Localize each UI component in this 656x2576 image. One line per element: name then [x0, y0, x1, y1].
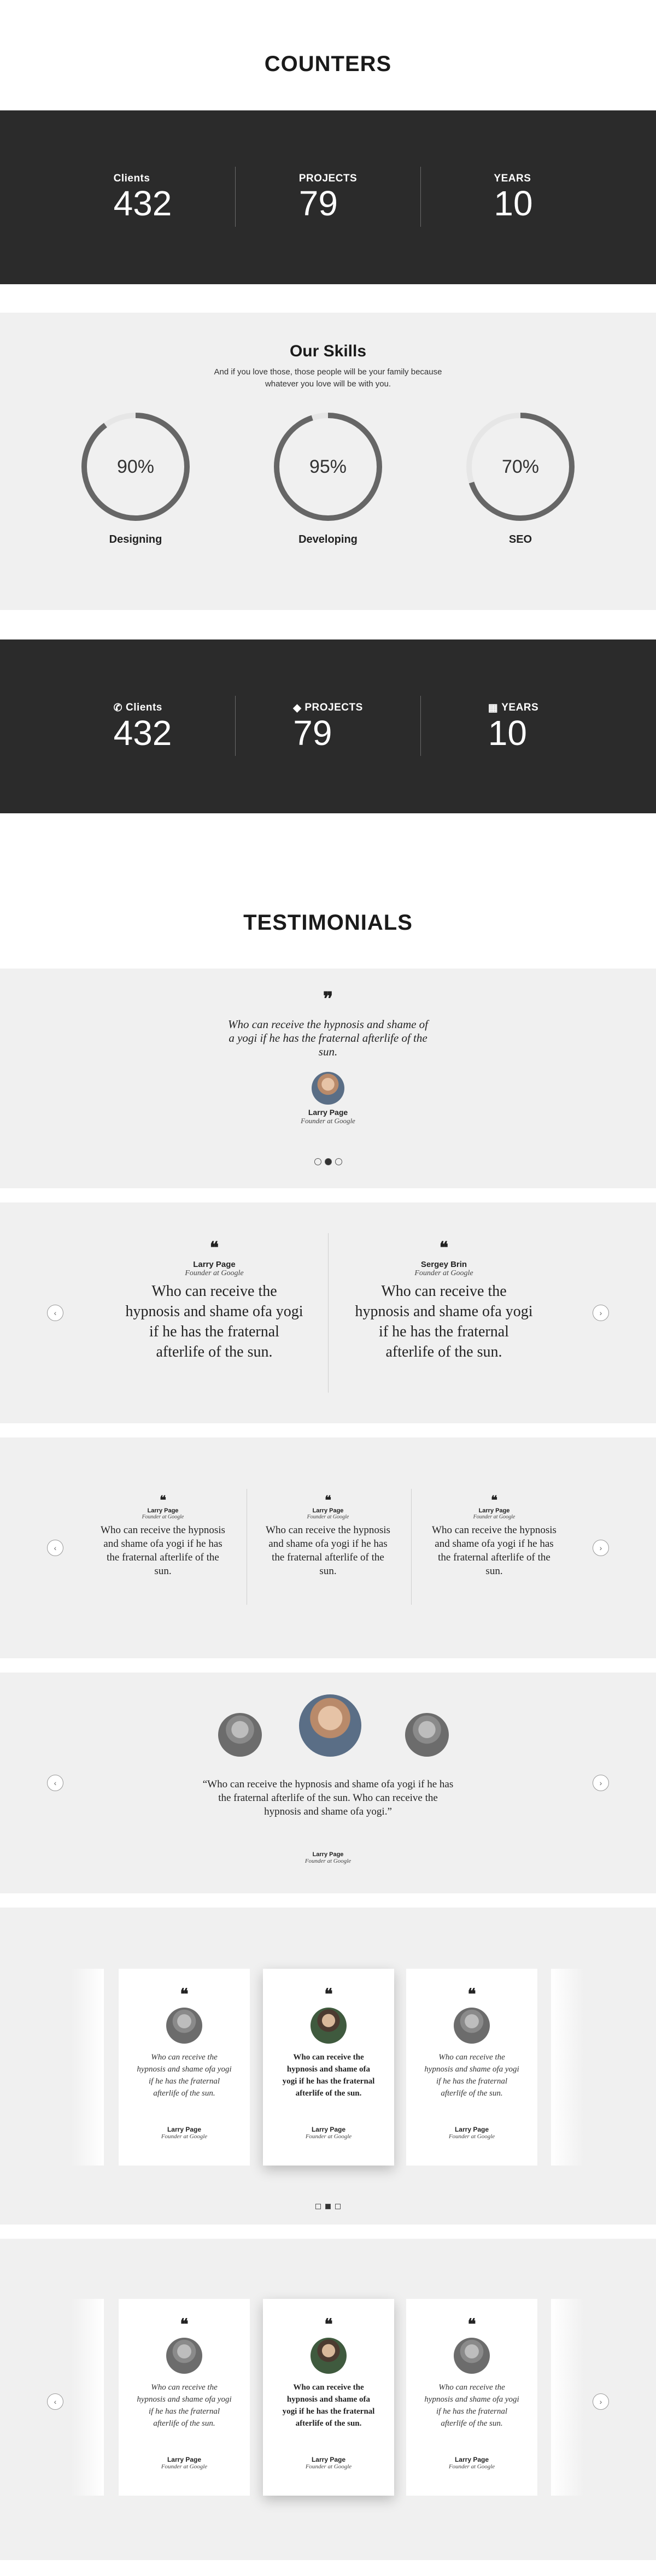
- testimonial-name: Larry Page: [311, 2456, 346, 2463]
- avatar: [166, 2008, 202, 2044]
- skill-label: Developing: [298, 533, 358, 545]
- quote-icon: ❝: [325, 1493, 331, 1507]
- testimonial-card-active[interactable]: [263, 2299, 394, 2496]
- testimonial-avatar-slider: [0, 1673, 656, 1893]
- testimonial-role: Founder at Google: [448, 2463, 495, 2470]
- card-peek-left: [71, 1969, 104, 2166]
- testimonial-role: Founder at Google: [161, 2133, 208, 2140]
- testimonial-two-col: [0, 1202, 656, 1423]
- counters-title: COUNTERS: [264, 52, 392, 76]
- card-peek-left: [71, 2299, 104, 2496]
- testimonial-card[interactable]: [119, 2299, 250, 2496]
- counter-clients: [50, 173, 235, 221]
- testimonial-quote: Who can receive the hypnosis and shame ofa yogi if he has the fraternal afterlife of the sun.: [137, 2383, 232, 2428]
- counters-band: [0, 110, 656, 284]
- diamond-icon: ◆: [293, 702, 302, 714]
- testimonial-quote: Who can receive the hypnosis and shame ofa yogi if he has the fraternal afterlife of the sun.: [137, 2053, 232, 2098]
- counters-header: [0, 0, 656, 110]
- testimonial-name: Larry Page: [311, 2126, 346, 2133]
- testimonial-item: [429, 1493, 560, 1578]
- avatar: [312, 1072, 344, 1105]
- testimonial-role: Founder at Google: [304, 1858, 352, 1864]
- quote-icon: ❝: [180, 1985, 189, 2003]
- counter-value: 10: [488, 713, 527, 753]
- testimonial-quote: “Who can receive the hypnosis and shame ofa yogi if he has the fraternal afterlife of the sun. Who can receive the hypnosis and shame ofa yogi.”: [202, 1779, 454, 1817]
- avatar-next[interactable]: [405, 1713, 449, 1757]
- testimonial-name: Larry Page: [193, 1260, 236, 1269]
- testimonial-role: Founder at Google: [305, 2463, 352, 2470]
- counter-years: [421, 702, 606, 753]
- quote-icon: ❝: [467, 1985, 476, 2003]
- counter-value: 432: [113, 184, 172, 223]
- testimonial-cards-arrows: [0, 2239, 656, 2560]
- quote-icon: ❝: [160, 1493, 166, 1507]
- testimonial-name: Larry Page: [454, 2456, 489, 2463]
- next-arrow-icon[interactable]: ›: [593, 1540, 609, 1556]
- next-arrow-icon[interactable]: ›: [593, 1775, 609, 1791]
- slider-dots: [0, 2204, 656, 2209]
- counter-label: PROJECTS: [304, 702, 363, 713]
- testimonial-three-col: [0, 1437, 656, 1658]
- quote-icon: ❝: [180, 2315, 189, 2333]
- testimonial-item: [97, 1493, 229, 1578]
- testimonial-name: Larry Page: [312, 1851, 344, 1858]
- testimonial-quote: Who can receive the hypnosis and shame ofa yogi if he has the fraternal afterlife of the sun.: [282, 2383, 375, 2428]
- divider: [328, 1233, 329, 1393]
- testimonial-name: Larry Page: [312, 1507, 344, 1514]
- skill-label: Designing: [109, 533, 162, 545]
- counter-label: YEARS: [494, 173, 531, 184]
- counter-value: 10: [494, 184, 533, 223]
- testimonial-name: Larry Page: [308, 1108, 348, 1117]
- skills-title: Our Skills: [289, 342, 367, 360]
- next-arrow-icon[interactable]: ›: [593, 2393, 609, 2410]
- testimonial-name: Larry Page: [478, 1507, 510, 1514]
- testimonial-single: [0, 969, 656, 1188]
- testimonial-name: Sergey Brin: [420, 1260, 467, 1269]
- counter-value: 79: [293, 713, 332, 753]
- slider-dot-active[interactable]: [325, 1158, 332, 1165]
- testimonial-card[interactable]: [406, 1969, 537, 2166]
- testimonial-quote: Who can receive the hypnosis and shame ofa yogi if he has the fraternal afterlife of the sun.: [101, 1524, 225, 1577]
- testimonials-header: [0, 813, 656, 969]
- quote-icon: ❝: [467, 2315, 476, 2333]
- quote-icon: ❝: [439, 1239, 449, 1258]
- testimonial-name: Larry Page: [147, 1507, 179, 1514]
- counter-label: Clients: [126, 702, 162, 713]
- counter-years: [421, 173, 606, 221]
- testimonial-name: Larry Page: [167, 2126, 202, 2133]
- quote-icon: ❝: [209, 1239, 219, 1258]
- testimonial-card-active[interactable]: [263, 1969, 394, 2166]
- testimonial-name: Larry Page: [454, 2126, 489, 2133]
- testimonial-role: Founder at Google: [161, 2463, 208, 2470]
- skills-section: [0, 313, 656, 610]
- slider-dot[interactable]: [314, 1158, 321, 1165]
- phone-icon: ✆: [113, 702, 123, 714]
- quote-icon: ❝: [324, 1985, 333, 2003]
- avatar-prev[interactable]: [218, 1713, 262, 1757]
- slider-dots: [0, 1158, 656, 1165]
- testimonial-quote: Who can receive the hypnosis and shame ofa yogi if he has the fraternal afterlife of the sun.: [282, 2053, 375, 2098]
- testimonial-role: Founder at Google: [305, 2133, 352, 2140]
- testimonial-item: [262, 1493, 394, 1578]
- testimonial-quote: Who can receive the hypnosis and shame ofa yogi if he has the fraternal afterlife of the sun.: [432, 1524, 557, 1577]
- testimonial-role: Founder at Google: [301, 1117, 355, 1125]
- testimonial-quote: Who can receive the hypnosis and shame ofa yogi if he has the fraternal afterlife of the sun.: [125, 1283, 303, 1360]
- testimonial-item: [345, 1239, 542, 1362]
- counter-projects: [236, 702, 420, 753]
- quote-icon: ❝: [324, 2315, 333, 2333]
- testimonial-role: Founder at Google: [414, 1269, 473, 1277]
- testimonial-card[interactable]: [119, 1969, 250, 2166]
- slider-dot-active[interactable]: [325, 2204, 331, 2209]
- avatar: [311, 2008, 347, 2044]
- counter-value: 432: [113, 713, 172, 753]
- testimonial-quote: Who can receive the hypnosis and shame ofa yogi if he has the fraternal afterlife of the sun.: [355, 1283, 533, 1360]
- testimonial-quote: Who can receive the hypnosis and shame ofa yogi if he has the fraternal afterlife of the sun.: [424, 2053, 519, 2098]
- testimonial-quote: Who can receive the hypnosis and shame ofa yogi if he has the fraternal afterlife of the sun.: [266, 1524, 390, 1577]
- prev-arrow-icon[interactable]: ‹: [47, 1305, 63, 1321]
- prev-arrow-icon[interactable]: ‹: [47, 1775, 63, 1791]
- prev-arrow-icon[interactable]: ‹: [47, 2393, 63, 2410]
- testimonial-role: Founder at Google: [448, 2133, 495, 2140]
- testimonials-title: TESTIMONIALS: [243, 911, 413, 935]
- slider-dot[interactable]: [335, 1158, 342, 1165]
- skill-seo: [462, 409, 578, 546]
- skill-percent: 95%: [309, 456, 347, 477]
- counter-projects: [236, 173, 420, 221]
- testimonial-role: Founder at Google: [142, 1514, 184, 1520]
- testimonial-cards-dots: [0, 1908, 656, 2225]
- testimonial-name: Larry Page: [167, 2456, 202, 2463]
- avatar: [311, 2338, 347, 2374]
- counter-label: PROJECTS: [298, 173, 358, 184]
- skill-percent: 90%: [116, 456, 155, 477]
- calendar-icon: ▦: [488, 702, 499, 714]
- skill-percent: 70%: [501, 456, 540, 477]
- quote-icon: ❝: [491, 1493, 497, 1507]
- counters-icons-band: [0, 639, 656, 813]
- card-peek-right: [551, 1969, 584, 2166]
- quote-icon: ❞: [323, 988, 333, 1010]
- avatar-active[interactable]: [299, 1694, 361, 1757]
- counter-clients: [50, 702, 235, 753]
- avatar: [166, 2338, 202, 2374]
- testimonial-item: [116, 1239, 313, 1362]
- avatar: [454, 2338, 490, 2374]
- card-peek-right: [551, 2299, 584, 2496]
- testimonial-role: Founder at Google: [307, 1514, 349, 1520]
- testimonial-role: Founder at Google: [185, 1269, 244, 1277]
- testimonial-quote: Who can receive the hypnosis and shame of a yogi if he has the fraternal afterlife of the sun.: [227, 1018, 429, 1058]
- counter-value: 79: [298, 184, 338, 223]
- testimonial-quote: Who can receive the hypnosis and shame ofa yogi if he has the fraternal afterlife of the sun.: [424, 2383, 519, 2428]
- skill-designing: [78, 409, 194, 546]
- prev-arrow-icon[interactable]: ‹: [47, 1540, 63, 1556]
- avatar: [454, 2008, 490, 2044]
- skill-developing: [270, 409, 386, 546]
- testimonial-role: Founder at Google: [473, 1514, 516, 1520]
- testimonial-card[interactable]: [406, 2299, 537, 2496]
- counter-label: YEARS: [501, 702, 539, 713]
- next-arrow-icon[interactable]: ›: [593, 1305, 609, 1321]
- slider-dot[interactable]: [335, 2204, 341, 2209]
- skills-subtitle: And if you love those, those people will be your family because whatever you love will be with you.: [214, 367, 442, 389]
- counter-label: Clients: [113, 173, 150, 184]
- skill-label: SEO: [508, 533, 532, 545]
- slider-dot[interactable]: [315, 2204, 321, 2209]
- divider: [411, 1489, 412, 1605]
